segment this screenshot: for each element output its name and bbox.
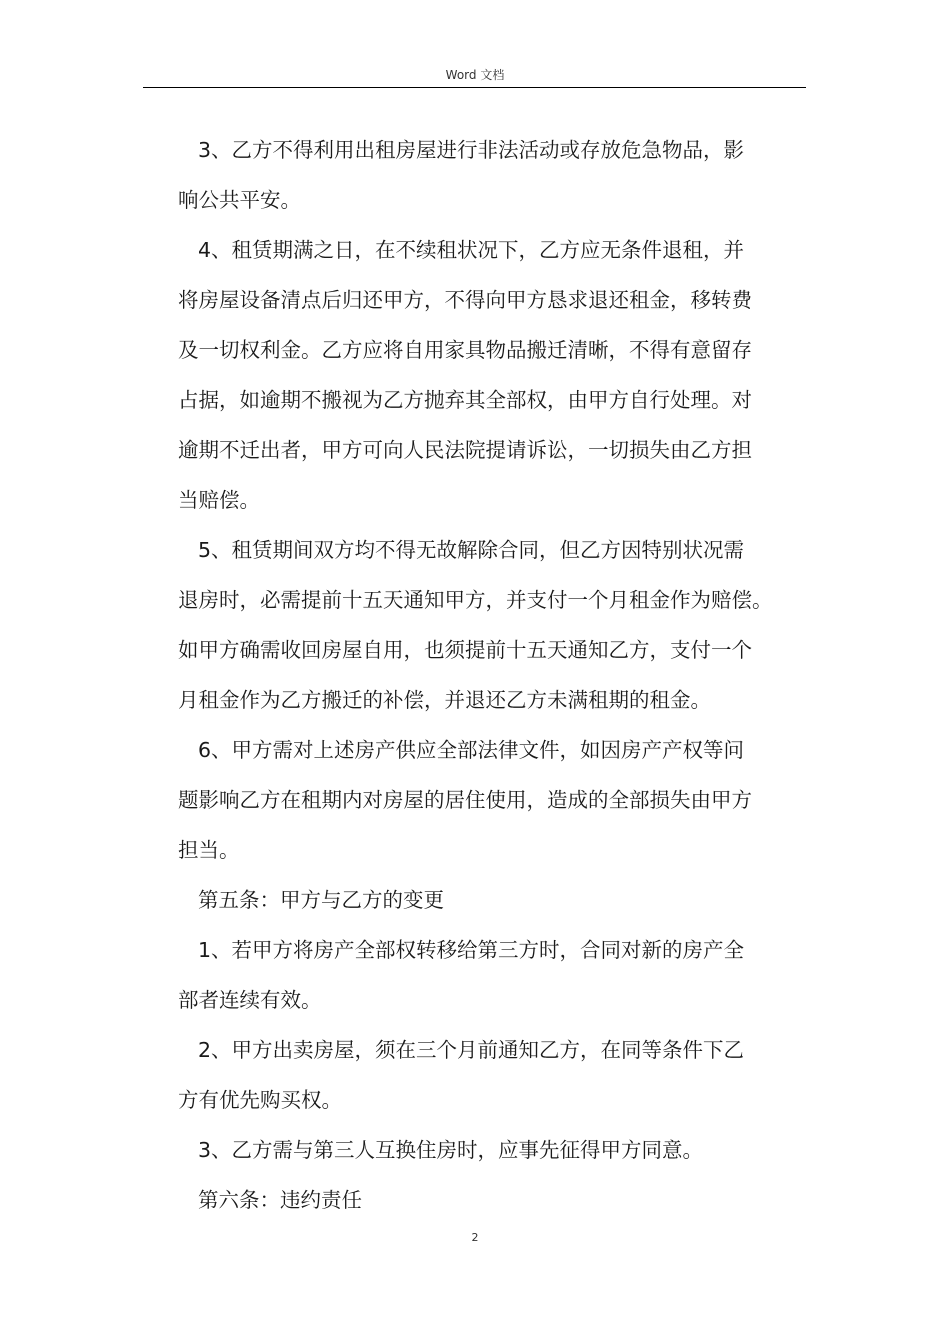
text-line: 部者连续有效。 [178, 988, 322, 1012]
text-line: 担当。 [178, 838, 240, 862]
text-line: 当赔偿。 [178, 488, 260, 512]
document-header-title: Word 文档 [445, 68, 505, 82]
text-line: 占据，如逾期不搬视为乙方抛弃其全部权，由甲方自行处理。对 [178, 388, 752, 412]
text-line: 第五条：甲方与乙方的变更 [198, 888, 444, 912]
text-line: 3、乙方需与第三人互换住房时，应事先征得甲方同意。 [198, 1138, 704, 1162]
text-line: 月租金作为乙方搬迁的补偿，并退还乙方未满租期的租金。 [178, 688, 711, 712]
text-line: 6、甲方需对上述房产供应全部法律文件，如因房产产权等问 [198, 738, 745, 762]
header-divider [143, 87, 806, 88]
text-line: 退房时，必需提前十五天通知甲方，并支付一个月租金作为赔偿。 [178, 588, 773, 612]
document-body [178, 125, 818, 1225]
text-line: 逾期不迁出者，甲方可向人民法院提请诉讼，一切损失由乙方担 [178, 438, 752, 462]
text-line: 将房屋设备清点后归还甲方，不得向甲方恳求退还租金，移转费 [178, 288, 752, 312]
text-line: 方有优先购买权。 [178, 1088, 342, 1112]
text-line: 4、租赁期满之日，在不续租状况下，乙方应无条件退租，并 [198, 238, 745, 262]
text-line: 如甲方确需收回房屋自用，也须提前十五天通知乙方，支付一个 [178, 638, 752, 662]
text-line: 响公共平安。 [178, 188, 301, 212]
text-line: 1、若甲方将房产全部权转移给第三方时，合同对新的房产全 [198, 938, 745, 962]
text-line: 2、甲方出卖房屋，须在三个月前通知乙方，在同等条件下乙 [198, 1038, 745, 1062]
text-line: 3、乙方不得利用出租房屋进行非法活动或存放危急物品，影 [198, 138, 745, 162]
page-number: 2 [471, 1231, 479, 1244]
text-line: 及一切权利金。乙方应将自用家具物品搬迁清晰，不得有意留存 [178, 338, 752, 362]
text-line: 5、租赁期间双方均不得无故解除合同，但乙方因特别状况需 [198, 538, 745, 562]
text-line: 题影响乙方在租期内对房屋的居住使用，造成的全部损失由甲方 [178, 788, 752, 812]
text-line: 第六条：违约责任 [198, 1188, 362, 1212]
